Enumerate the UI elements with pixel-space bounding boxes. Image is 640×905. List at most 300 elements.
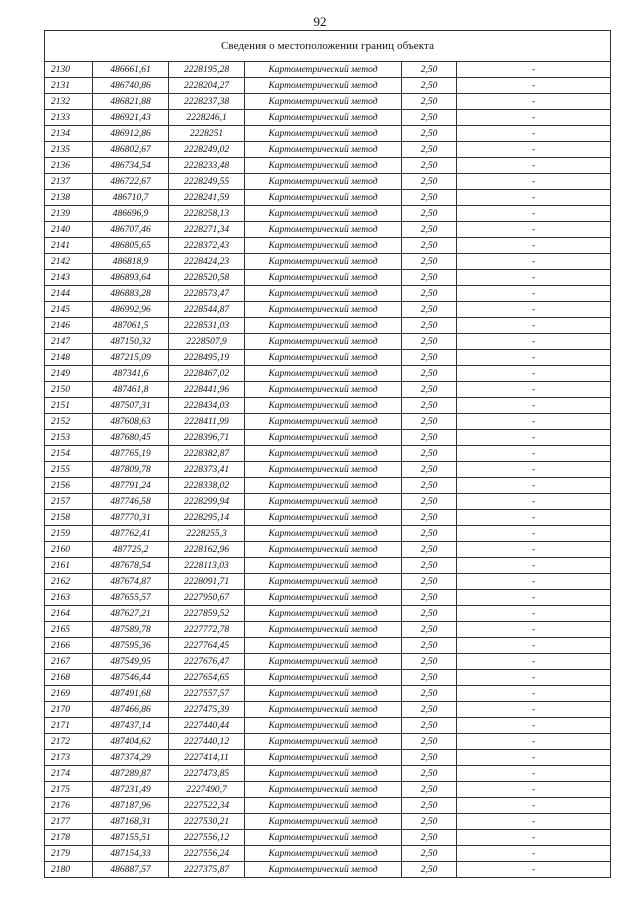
y-coordinate-cell: 2227375,87 bbox=[169, 862, 245, 878]
x-coordinate-cell: 487680,45 bbox=[93, 430, 169, 446]
accuracy-cell: 2,50 bbox=[402, 398, 457, 414]
note-cell: - bbox=[457, 430, 611, 446]
point-number-cell: 2142 bbox=[45, 254, 93, 270]
x-coordinate-cell: 487549,95 bbox=[93, 654, 169, 670]
point-number-cell: 2132 bbox=[45, 94, 93, 110]
point-number-cell: 2159 bbox=[45, 526, 93, 542]
note-cell: - bbox=[457, 174, 611, 190]
note-cell: - bbox=[457, 142, 611, 158]
y-coordinate-cell: 2228251 bbox=[169, 126, 245, 142]
method-cell: Картометрический метод bbox=[245, 142, 402, 158]
note-cell: - bbox=[457, 830, 611, 846]
point-number-cell: 2149 bbox=[45, 366, 93, 382]
method-cell: Картометрический метод bbox=[245, 622, 402, 638]
table-title: Сведения о местоположении границ объекта bbox=[45, 31, 611, 62]
y-coordinate-cell: 2228295,14 bbox=[169, 510, 245, 526]
x-coordinate-cell: 487791,24 bbox=[93, 478, 169, 494]
x-coordinate-cell: 487231,49 bbox=[93, 782, 169, 798]
accuracy-cell: 2,50 bbox=[402, 206, 457, 222]
method-cell: Картометрический метод bbox=[245, 126, 402, 142]
table-row bbox=[45, 414, 611, 430]
accuracy-cell: 2,50 bbox=[402, 702, 457, 718]
y-coordinate-cell: 2228195,28 bbox=[169, 62, 245, 78]
point-number-cell: 2175 bbox=[45, 782, 93, 798]
table-row bbox=[45, 398, 611, 414]
method-cell: Картометрический метод bbox=[245, 222, 402, 238]
y-coordinate-cell: 2227473,85 bbox=[169, 766, 245, 782]
y-coordinate-cell: 2228372,43 bbox=[169, 238, 245, 254]
note-cell: - bbox=[457, 126, 611, 142]
accuracy-cell: 2,50 bbox=[402, 190, 457, 206]
x-coordinate-cell: 487466,86 bbox=[93, 702, 169, 718]
table-row bbox=[45, 606, 611, 622]
accuracy-cell: 2,50 bbox=[402, 494, 457, 510]
accuracy-cell: 2,50 bbox=[402, 574, 457, 590]
x-coordinate-cell: 487461,8 bbox=[93, 382, 169, 398]
table-row bbox=[45, 174, 611, 190]
method-cell: Картометрический метод bbox=[245, 158, 402, 174]
method-cell: Картометрический метод bbox=[245, 558, 402, 574]
accuracy-cell: 2,50 bbox=[402, 334, 457, 350]
y-coordinate-cell: 2228241,59 bbox=[169, 190, 245, 206]
accuracy-cell: 2,50 bbox=[402, 766, 457, 782]
method-cell: Картометрический метод bbox=[245, 350, 402, 366]
table-row bbox=[45, 110, 611, 126]
point-number-cell: 2148 bbox=[45, 350, 93, 366]
table-row bbox=[45, 62, 611, 78]
table-row bbox=[45, 766, 611, 782]
y-coordinate-cell: 2227676,47 bbox=[169, 654, 245, 670]
note-cell: - bbox=[457, 510, 611, 526]
table-row bbox=[45, 142, 611, 158]
point-number-cell: 2156 bbox=[45, 478, 93, 494]
y-coordinate-cell: 2227530,21 bbox=[169, 814, 245, 830]
accuracy-cell: 2,50 bbox=[402, 734, 457, 750]
x-coordinate-cell: 486805,65 bbox=[93, 238, 169, 254]
table-row bbox=[45, 590, 611, 606]
note-cell: - bbox=[457, 302, 611, 318]
x-coordinate-cell: 487289,87 bbox=[93, 766, 169, 782]
note-cell: - bbox=[457, 558, 611, 574]
point-number-cell: 2168 bbox=[45, 670, 93, 686]
table-row bbox=[45, 782, 611, 798]
page-number: 92 bbox=[313, 14, 327, 29]
method-cell: Картометрический метод bbox=[245, 542, 402, 558]
note-cell: - bbox=[457, 686, 611, 702]
accuracy-cell: 2,50 bbox=[402, 606, 457, 622]
point-number-cell: 2154 bbox=[45, 446, 93, 462]
method-cell: Картометрический метод bbox=[245, 270, 402, 286]
x-coordinate-cell: 487627,21 bbox=[93, 606, 169, 622]
x-coordinate-cell: 486992,96 bbox=[93, 302, 169, 318]
method-cell: Картометрический метод bbox=[245, 766, 402, 782]
x-coordinate-cell: 487608,63 bbox=[93, 414, 169, 430]
accuracy-cell: 2,50 bbox=[402, 446, 457, 462]
accuracy-cell: 2,50 bbox=[402, 94, 457, 110]
table-row bbox=[45, 206, 611, 222]
note-cell: - bbox=[457, 286, 611, 302]
y-coordinate-cell: 2228338,02 bbox=[169, 478, 245, 494]
note-cell: - bbox=[457, 158, 611, 174]
y-coordinate-cell: 2227557,57 bbox=[169, 686, 245, 702]
note-cell: - bbox=[457, 574, 611, 590]
y-coordinate-cell: 2228091,71 bbox=[169, 574, 245, 590]
point-number-cell: 2146 bbox=[45, 318, 93, 334]
y-coordinate-cell: 2228233,48 bbox=[169, 158, 245, 174]
method-cell: Картометрический метод bbox=[245, 94, 402, 110]
y-coordinate-cell: 2227859,52 bbox=[169, 606, 245, 622]
point-number-cell: 2174 bbox=[45, 766, 93, 782]
accuracy-cell: 2,50 bbox=[402, 830, 457, 846]
method-cell: Картометрический метод bbox=[245, 862, 402, 878]
accuracy-cell: 2,50 bbox=[402, 718, 457, 734]
method-cell: Картометрический метод bbox=[245, 78, 402, 94]
x-coordinate-cell: 487546,44 bbox=[93, 670, 169, 686]
method-cell: Картометрический метод bbox=[245, 734, 402, 750]
x-coordinate-cell: 487155,51 bbox=[93, 830, 169, 846]
method-cell: Картометрический метод bbox=[245, 382, 402, 398]
note-cell: - bbox=[457, 494, 611, 510]
point-number-cell: 2169 bbox=[45, 686, 93, 702]
y-coordinate-cell: 2227556,12 bbox=[169, 830, 245, 846]
table-row bbox=[45, 382, 611, 398]
table-row bbox=[45, 638, 611, 654]
point-number-cell: 2158 bbox=[45, 510, 93, 526]
table-row bbox=[45, 446, 611, 462]
method-cell: Картометрический метод bbox=[245, 478, 402, 494]
table-row bbox=[45, 718, 611, 734]
accuracy-cell: 2,50 bbox=[402, 638, 457, 654]
y-coordinate-cell: 2227440,44 bbox=[169, 718, 245, 734]
table-row bbox=[45, 622, 611, 638]
note-cell: - bbox=[457, 398, 611, 414]
method-cell: Картометрический метод bbox=[245, 334, 402, 350]
table-body bbox=[45, 62, 611, 878]
y-coordinate-cell: 2228373,41 bbox=[169, 462, 245, 478]
table-row bbox=[45, 270, 611, 286]
y-coordinate-cell: 2227772,78 bbox=[169, 622, 245, 638]
note-cell: - bbox=[457, 638, 611, 654]
note-cell: - bbox=[457, 814, 611, 830]
accuracy-cell: 2,50 bbox=[402, 750, 457, 766]
y-coordinate-cell: 2228441,96 bbox=[169, 382, 245, 398]
method-cell: Картометрический метод bbox=[245, 686, 402, 702]
y-coordinate-cell: 2228507,9 bbox=[169, 334, 245, 350]
y-coordinate-cell: 2228424,23 bbox=[169, 254, 245, 270]
table-row bbox=[45, 158, 611, 174]
method-cell: Картометрический метод bbox=[245, 782, 402, 798]
accuracy-cell: 2,50 bbox=[402, 654, 457, 670]
point-number-cell: 2144 bbox=[45, 286, 93, 302]
x-coordinate-cell: 487595,36 bbox=[93, 638, 169, 654]
point-number-cell: 2134 bbox=[45, 126, 93, 142]
note-cell: - bbox=[457, 846, 611, 862]
accuracy-cell: 2,50 bbox=[402, 78, 457, 94]
x-coordinate-cell: 487168,31 bbox=[93, 814, 169, 830]
x-coordinate-cell: 486818,9 bbox=[93, 254, 169, 270]
point-number-cell: 2170 bbox=[45, 702, 93, 718]
note-cell: - bbox=[457, 254, 611, 270]
note-cell: - bbox=[457, 238, 611, 254]
x-coordinate-cell: 487491,68 bbox=[93, 686, 169, 702]
table-row bbox=[45, 94, 611, 110]
point-number-cell: 2166 bbox=[45, 638, 93, 654]
point-number-cell: 2141 bbox=[45, 238, 93, 254]
note-cell: - bbox=[457, 334, 611, 350]
table-row bbox=[45, 190, 611, 206]
boundary-table bbox=[44, 30, 611, 878]
point-number-cell: 2162 bbox=[45, 574, 93, 590]
accuracy-cell: 2,50 bbox=[402, 510, 457, 526]
note-cell: - bbox=[457, 462, 611, 478]
point-number-cell: 2161 bbox=[45, 558, 93, 574]
table-row bbox=[45, 846, 611, 862]
point-number-cell: 2160 bbox=[45, 542, 93, 558]
accuracy-cell: 2,50 bbox=[402, 526, 457, 542]
method-cell: Картометрический метод bbox=[245, 302, 402, 318]
point-number-cell: 2177 bbox=[45, 814, 93, 830]
point-number-cell: 2145 bbox=[45, 302, 93, 318]
point-number-cell: 2151 bbox=[45, 398, 93, 414]
table-row bbox=[45, 526, 611, 542]
table-row bbox=[45, 670, 611, 686]
accuracy-cell: 2,50 bbox=[402, 302, 457, 318]
method-cell: Картометрический метод bbox=[245, 318, 402, 334]
x-coordinate-cell: 486912,86 bbox=[93, 126, 169, 142]
x-coordinate-cell: 487215,09 bbox=[93, 350, 169, 366]
point-number-cell: 2179 bbox=[45, 846, 93, 862]
point-number-cell: 2171 bbox=[45, 718, 93, 734]
accuracy-cell: 2,50 bbox=[402, 686, 457, 702]
accuracy-cell: 2,50 bbox=[402, 286, 457, 302]
accuracy-cell: 2,50 bbox=[402, 622, 457, 638]
table-row bbox=[45, 238, 611, 254]
method-cell: Картометрический метод bbox=[245, 494, 402, 510]
accuracy-cell: 2,50 bbox=[402, 174, 457, 190]
x-coordinate-cell: 486740,86 bbox=[93, 78, 169, 94]
table-row bbox=[45, 430, 611, 446]
table-title-row bbox=[45, 31, 611, 62]
method-cell: Картометрический метод bbox=[245, 366, 402, 382]
table-row bbox=[45, 222, 611, 238]
x-coordinate-cell: 487341,6 bbox=[93, 366, 169, 382]
x-coordinate-cell: 486661,61 bbox=[93, 62, 169, 78]
note-cell: - bbox=[457, 190, 611, 206]
method-cell: Картометрический метод bbox=[245, 526, 402, 542]
point-number-cell: 2165 bbox=[45, 622, 93, 638]
x-coordinate-cell: 486710,7 bbox=[93, 190, 169, 206]
point-number-cell: 2178 bbox=[45, 830, 93, 846]
x-coordinate-cell: 487746,58 bbox=[93, 494, 169, 510]
note-cell: - bbox=[457, 78, 611, 94]
point-number-cell: 2173 bbox=[45, 750, 93, 766]
accuracy-cell: 2,50 bbox=[402, 110, 457, 126]
table-row bbox=[45, 510, 611, 526]
y-coordinate-cell: 2228467,02 bbox=[169, 366, 245, 382]
point-number-cell: 2140 bbox=[45, 222, 93, 238]
y-coordinate-cell: 2227475,39 bbox=[169, 702, 245, 718]
point-number-cell: 2167 bbox=[45, 654, 93, 670]
method-cell: Картометрический метод bbox=[245, 286, 402, 302]
note-cell: - bbox=[457, 270, 611, 286]
method-cell: Картометрический метод bbox=[245, 174, 402, 190]
y-coordinate-cell: 2228531,03 bbox=[169, 318, 245, 334]
y-coordinate-cell: 2228271,34 bbox=[169, 222, 245, 238]
table-row bbox=[45, 494, 611, 510]
table-row bbox=[45, 334, 611, 350]
x-coordinate-cell: 486921,43 bbox=[93, 110, 169, 126]
method-cell: Картометрический метод bbox=[245, 430, 402, 446]
x-coordinate-cell: 487154,33 bbox=[93, 846, 169, 862]
accuracy-cell: 2,50 bbox=[402, 222, 457, 238]
accuracy-cell: 2,50 bbox=[402, 254, 457, 270]
note-cell: - bbox=[457, 718, 611, 734]
x-coordinate-cell: 487770,31 bbox=[93, 510, 169, 526]
note-cell: - bbox=[457, 206, 611, 222]
note-cell: - bbox=[457, 590, 611, 606]
x-coordinate-cell: 486734,54 bbox=[93, 158, 169, 174]
x-coordinate-cell: 487374,29 bbox=[93, 750, 169, 766]
x-coordinate-cell: 487061,5 bbox=[93, 318, 169, 334]
table-row bbox=[45, 302, 611, 318]
y-coordinate-cell: 2227414,11 bbox=[169, 750, 245, 766]
y-coordinate-cell: 2228411,99 bbox=[169, 414, 245, 430]
x-coordinate-cell: 487765,19 bbox=[93, 446, 169, 462]
accuracy-cell: 2,50 bbox=[402, 158, 457, 174]
note-cell: - bbox=[457, 766, 611, 782]
accuracy-cell: 2,50 bbox=[402, 670, 457, 686]
table-row bbox=[45, 318, 611, 334]
accuracy-cell: 2,50 bbox=[402, 430, 457, 446]
accuracy-cell: 2,50 bbox=[402, 62, 457, 78]
y-coordinate-cell: 2228382,87 bbox=[169, 446, 245, 462]
y-coordinate-cell: 2228237,38 bbox=[169, 94, 245, 110]
point-number-cell: 2138 bbox=[45, 190, 93, 206]
y-coordinate-cell: 2228249,55 bbox=[169, 174, 245, 190]
accuracy-cell: 2,50 bbox=[402, 126, 457, 142]
method-cell: Картометрический метод bbox=[245, 846, 402, 862]
table-row bbox=[45, 814, 611, 830]
x-coordinate-cell: 487187,96 bbox=[93, 798, 169, 814]
y-coordinate-cell: 2228204,27 bbox=[169, 78, 245, 94]
x-coordinate-cell: 487507,31 bbox=[93, 398, 169, 414]
x-coordinate-cell: 487725,2 bbox=[93, 542, 169, 558]
table-row bbox=[45, 78, 611, 94]
y-coordinate-cell: 2228396,71 bbox=[169, 430, 245, 446]
table-row bbox=[45, 798, 611, 814]
accuracy-cell: 2,50 bbox=[402, 350, 457, 366]
table-row bbox=[45, 366, 611, 382]
x-coordinate-cell: 486707,46 bbox=[93, 222, 169, 238]
y-coordinate-cell: 2228544,87 bbox=[169, 302, 245, 318]
method-cell: Картометрический метод bbox=[245, 606, 402, 622]
x-coordinate-cell: 486883,28 bbox=[93, 286, 169, 302]
accuracy-cell: 2,50 bbox=[402, 590, 457, 606]
point-number-cell: 2137 bbox=[45, 174, 93, 190]
x-coordinate-cell: 486696,9 bbox=[93, 206, 169, 222]
point-number-cell: 2153 bbox=[45, 430, 93, 446]
accuracy-cell: 2,50 bbox=[402, 862, 457, 878]
y-coordinate-cell: 2228249,02 bbox=[169, 142, 245, 158]
accuracy-cell: 2,50 bbox=[402, 462, 457, 478]
method-cell: Картометрический метод bbox=[245, 510, 402, 526]
x-coordinate-cell: 487809,78 bbox=[93, 462, 169, 478]
note-cell: - bbox=[457, 222, 611, 238]
point-number-cell: 2143 bbox=[45, 270, 93, 286]
table-row bbox=[45, 750, 611, 766]
y-coordinate-cell: 2228162,96 bbox=[169, 542, 245, 558]
point-number-cell: 2131 bbox=[45, 78, 93, 94]
accuracy-cell: 2,50 bbox=[402, 382, 457, 398]
note-cell: - bbox=[457, 446, 611, 462]
x-coordinate-cell: 486821,88 bbox=[93, 94, 169, 110]
point-number-cell: 2135 bbox=[45, 142, 93, 158]
method-cell: Картометрический метод bbox=[245, 254, 402, 270]
note-cell: - bbox=[457, 526, 611, 542]
table-row bbox=[45, 286, 611, 302]
note-cell: - bbox=[457, 382, 611, 398]
method-cell: Картометрический метод bbox=[245, 670, 402, 686]
note-cell: - bbox=[457, 622, 611, 638]
y-coordinate-cell: 2227522,34 bbox=[169, 798, 245, 814]
accuracy-cell: 2,50 bbox=[402, 814, 457, 830]
y-coordinate-cell: 2227556,24 bbox=[169, 846, 245, 862]
table-row bbox=[45, 254, 611, 270]
method-cell: Картометрический метод bbox=[245, 462, 402, 478]
table-row bbox=[45, 702, 611, 718]
method-cell: Картометрический метод bbox=[245, 206, 402, 222]
y-coordinate-cell: 2228495,19 bbox=[169, 350, 245, 366]
accuracy-cell: 2,50 bbox=[402, 270, 457, 286]
method-cell: Картометрический метод bbox=[245, 590, 402, 606]
method-cell: Картометрический метод bbox=[245, 398, 402, 414]
point-number-cell: 2133 bbox=[45, 110, 93, 126]
x-coordinate-cell: 486802,67 bbox=[93, 142, 169, 158]
accuracy-cell: 2,50 bbox=[402, 478, 457, 494]
method-cell: Картометрический метод bbox=[245, 830, 402, 846]
table-row bbox=[45, 558, 611, 574]
table-row bbox=[45, 478, 611, 494]
method-cell: Картометрический метод bbox=[245, 446, 402, 462]
table-row bbox=[45, 574, 611, 590]
method-cell: Картометрический метод bbox=[245, 654, 402, 670]
x-coordinate-cell: 487655,57 bbox=[93, 590, 169, 606]
y-coordinate-cell: 2227950,67 bbox=[169, 590, 245, 606]
table-row bbox=[45, 734, 611, 750]
accuracy-cell: 2,50 bbox=[402, 318, 457, 334]
method-cell: Картометрический метод bbox=[245, 190, 402, 206]
accuracy-cell: 2,50 bbox=[402, 238, 457, 254]
note-cell: - bbox=[457, 702, 611, 718]
y-coordinate-cell: 2227440,12 bbox=[169, 734, 245, 750]
point-number-cell: 2176 bbox=[45, 798, 93, 814]
x-coordinate-cell: 487437,14 bbox=[93, 718, 169, 734]
x-coordinate-cell: 487150,32 bbox=[93, 334, 169, 350]
method-cell: Картометрический метод bbox=[245, 414, 402, 430]
method-cell: Картометрический метод bbox=[245, 574, 402, 590]
point-number-cell: 2164 bbox=[45, 606, 93, 622]
point-number-cell: 2152 bbox=[45, 414, 93, 430]
note-cell: - bbox=[457, 734, 611, 750]
x-coordinate-cell: 487674,87 bbox=[93, 574, 169, 590]
method-cell: Картометрический метод bbox=[245, 814, 402, 830]
x-coordinate-cell: 487404,62 bbox=[93, 734, 169, 750]
table-row bbox=[45, 686, 611, 702]
boundary-table-container bbox=[44, 30, 610, 878]
note-cell: - bbox=[457, 750, 611, 766]
y-coordinate-cell: 2228520,58 bbox=[169, 270, 245, 286]
y-coordinate-cell: 2228258,13 bbox=[169, 206, 245, 222]
